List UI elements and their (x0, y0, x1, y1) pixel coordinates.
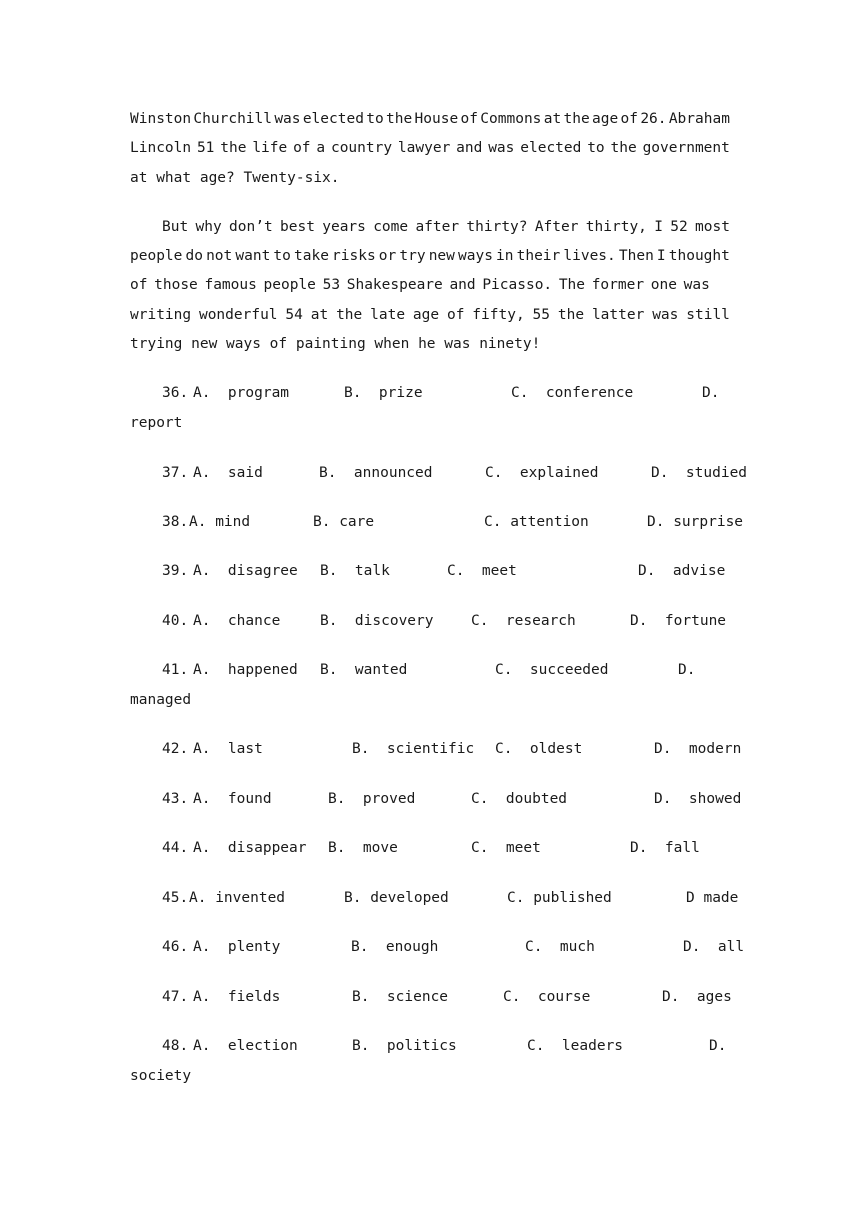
option-a: A. happened (193, 662, 298, 678)
passage-word: at (310, 307, 329, 323)
passage-word: After (534, 219, 579, 235)
passage-line (130, 275, 710, 295)
passage-word: was (683, 277, 710, 293)
option-c: C. attention (484, 514, 589, 530)
option-a: A. mind (189, 514, 251, 530)
passage-word: to (273, 248, 291, 264)
passage-word: most (695, 219, 730, 235)
question-number: 46. (162, 939, 189, 955)
option-d: D made (686, 890, 739, 906)
option-d: D. (702, 385, 720, 401)
passage-word: 54 (285, 307, 303, 323)
passage-word: country (330, 140, 393, 156)
passage-word: the (336, 307, 363, 323)
passage-word: of (620, 111, 638, 127)
option-a: A. disagree (193, 563, 298, 579)
option-b: B. developed (344, 890, 449, 906)
option-c: C. oldest (495, 741, 583, 757)
passage-word: 52 (670, 219, 688, 235)
option-b: B. proved (328, 791, 416, 807)
passage-word: why (195, 219, 222, 235)
option-c: C. published (507, 890, 612, 906)
option-b: B. talk (320, 563, 390, 579)
passage-word: the (610, 140, 637, 156)
passage-word: people (130, 248, 183, 264)
option-b: B. wanted (320, 662, 408, 678)
passage-word: was (488, 140, 515, 156)
option-a: A. said (193, 465, 263, 481)
option-c: C. meet (471, 840, 541, 856)
question-number: 38. (162, 514, 189, 530)
passage-word: thought (668, 248, 730, 264)
option-d: D. modern (654, 741, 742, 757)
option-b: B. enough (351, 939, 439, 955)
passage-word: of (293, 140, 311, 156)
passage-word: try (399, 248, 426, 264)
question-number: 44. (162, 840, 189, 856)
passage-word: the (557, 307, 585, 323)
passage-word: in (496, 248, 514, 264)
passage-word: was (274, 111, 301, 127)
option-b: B. care (313, 514, 375, 530)
question-number: 45. (162, 890, 189, 906)
passage-word: famous (204, 277, 257, 293)
option-d: D. (678, 662, 696, 678)
option-a: A. program (193, 385, 290, 401)
option-d-wrap: society (130, 1068, 192, 1084)
option-b: B. prize (344, 385, 423, 401)
question-number: 43. (162, 791, 189, 807)
passage-word: thirty? (466, 219, 528, 235)
passage-word: one (650, 277, 677, 293)
passage-word: Commons (480, 111, 542, 127)
option-a: A. last (193, 741, 263, 757)
option-b: B. discovery (320, 613, 434, 629)
question-number: 39. (162, 563, 189, 579)
passage-word: of (446, 307, 465, 323)
option-a: A. plenty (193, 939, 281, 955)
passage-word: Winston (130, 111, 192, 127)
passage-word: best (280, 219, 315, 235)
option-d: D. studied (651, 465, 748, 481)
option-b: B. scientific (352, 741, 475, 757)
passage-word: latter (591, 307, 645, 323)
passage-word: Lincoln (130, 140, 192, 156)
passage-word: and (449, 277, 476, 293)
passage-word: 53 (322, 277, 341, 293)
passage-word: new (428, 248, 455, 264)
option-d-wrap: managed (130, 692, 192, 708)
option-a: A. invented (189, 890, 286, 906)
option-a: A. disappear (193, 840, 307, 856)
passage-word: to (587, 140, 605, 156)
passage-line: trying new ways of painting when he was ninety! (130, 336, 541, 352)
passage-word: a (316, 140, 326, 156)
passage-word: Then (618, 248, 654, 264)
passage-line (162, 217, 730, 237)
passage-word: writing (130, 307, 192, 323)
passage-word: ways (458, 248, 493, 264)
option-a: A. found (193, 791, 272, 807)
option-c: C. much (525, 939, 595, 955)
passage-word: years (322, 219, 366, 235)
passage-word: I (654, 219, 663, 235)
passage-word: elected (520, 140, 582, 156)
option-c: C. explained (485, 465, 599, 481)
passage-word: lives. (563, 248, 616, 264)
passage-word: 55 (532, 307, 551, 323)
option-d: D. fortune (630, 613, 727, 629)
option-b: B. announced (319, 465, 433, 481)
passage-word: not (206, 248, 233, 264)
passage-word: the (386, 111, 413, 127)
option-d: D. all (683, 939, 745, 955)
option-c: C. research (471, 613, 576, 629)
question-number: 42. (162, 741, 189, 757)
option-c: C. doubted (471, 791, 568, 807)
option-d: D. showed (654, 791, 742, 807)
passage-word: don’t (229, 219, 273, 235)
passage-line: at what age? Twenty-six. (130, 170, 340, 186)
passage-word: government (642, 140, 730, 156)
passage-word: 51 (196, 140, 215, 156)
passage-word: life (252, 140, 288, 156)
passage-word: of (130, 277, 148, 293)
question-number: 37. (162, 465, 189, 481)
question-number: 41. (162, 662, 189, 678)
passage-word: Abraham (668, 111, 730, 127)
passage-word: the (220, 140, 247, 156)
option-c: C. leaders (527, 1038, 624, 1054)
option-c: C. conference (511, 385, 634, 401)
passage-word: 26. (640, 111, 667, 127)
question-number: 36. (162, 385, 189, 401)
option-c: C. meet (447, 563, 517, 579)
option-d: D. (709, 1038, 727, 1054)
passage-word: their (516, 248, 561, 264)
passage-word: The (558, 277, 586, 293)
passage-word: after (415, 219, 460, 235)
passage-word: those (154, 277, 198, 293)
passage-word: Picasso. (482, 277, 553, 293)
passage-line (130, 246, 730, 266)
question-number: 47. (162, 989, 189, 1005)
passage-word: do (185, 248, 203, 264)
passage-word: risks (332, 248, 376, 264)
option-d: D. ages (662, 989, 732, 1005)
passage-word: to (366, 111, 384, 127)
passage-word: or (378, 248, 397, 264)
option-d-wrap: report (130, 415, 183, 431)
option-b: B. politics (352, 1038, 457, 1054)
passage-line (130, 305, 730, 325)
option-d: D. fall (630, 840, 700, 856)
passage-word: elected (302, 111, 364, 127)
passage-word: of (460, 111, 478, 127)
option-c: C. succeeded (495, 662, 609, 678)
passage-word: But (162, 219, 189, 235)
passage-word: was (652, 307, 679, 323)
passage-word: come (373, 219, 409, 235)
passage-word: age (592, 111, 619, 127)
option-a: A. fields (193, 989, 281, 1005)
passage-word: Churchill (193, 111, 272, 127)
question-number: 48. (162, 1038, 189, 1054)
passage-word: late (370, 307, 406, 323)
passage-word: age (412, 307, 440, 323)
option-d: D. surprise (647, 514, 744, 530)
passage-word: lawyer (397, 140, 451, 156)
passage-word: take (294, 248, 329, 264)
passage-word: House (414, 111, 459, 127)
option-b: B. science (352, 989, 449, 1005)
passage-word: want (235, 248, 271, 264)
option-d: D. advise (638, 563, 726, 579)
passage-word: at (543, 111, 562, 127)
option-c: C. course (503, 989, 591, 1005)
option-a: A. election (193, 1038, 298, 1054)
option-b: B. move (328, 840, 398, 856)
passage-word: fifty, (472, 307, 525, 323)
passage-word: and (456, 140, 483, 156)
question-number: 40. (162, 613, 189, 629)
passage-word: still (686, 307, 730, 323)
passage-word: Shakespeare (346, 277, 443, 293)
passage-word: I (656, 248, 666, 264)
passage-word: former (591, 277, 645, 293)
option-a: A. chance (193, 613, 281, 629)
passage-word: wonderful (198, 307, 278, 323)
passage-line (130, 138, 730, 158)
passage-line (130, 109, 730, 129)
passage-word: thirty, (585, 219, 647, 235)
passage-word: people (263, 277, 316, 293)
passage-word: the (563, 111, 590, 127)
